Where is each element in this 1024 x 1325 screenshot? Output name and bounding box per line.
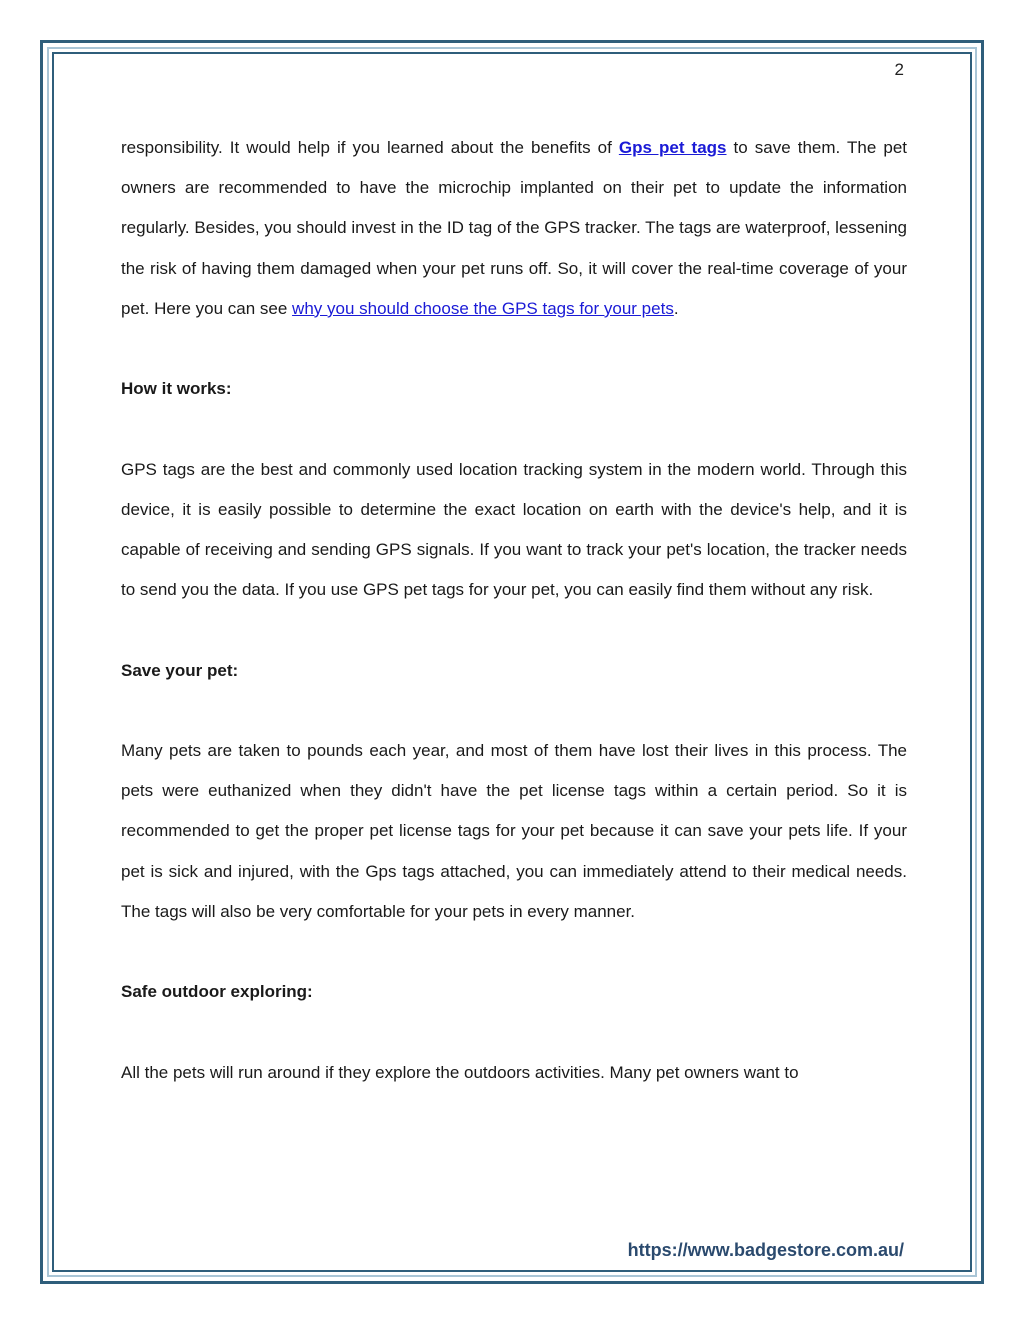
- section-body-how-it-works: GPS tags are the best and commonly used location tracking system in the modern world. Through this device, it is easily possible to determine the exact location on earth with the device's help, and it is capable of receiving and sending GPS signals. If you want to track your pet's location, the tracker needs to send you the data. If you use GPS pet tags for your pet, you can easily find them without any risk.: [121, 459, 907, 600]
- intro-text-2: to save them. The pet owners are recommended to have the microchip implanted on their pet to update the information regularly. Besides, you should invest in the ID tag of the GPS tracker. The tags are waterproof, lessening the risk of having them damaged when your pet runs off. So, it will cover the real-time coverage of your pet. Here you can see: [121, 138, 908, 318]
- page-number: 2: [894, 60, 904, 79]
- document-body: [121, 128, 907, 1093]
- footer-website-link[interactable]: https://www.badgestore.com.au/: [627, 1240, 904, 1260]
- section-body-save-your-pet: Many pets are taken to pounds each year, and most of them have lost their lives in this process. The pets were euthanized when they didn't have the pet license tags within a certain period. So it is recommended to get the proper pet license tags for your pet because it can save your pets life. If your pet is sick and injured, with the Gps tags attached, you can immediately attend to their medical needs. The tags will also be very comfortable for your pets in every manner.: [121, 740, 907, 921]
- spacer: [121, 409, 907, 449]
- why-choose-gps-tags-link[interactable]: why you should choose the GPS tags for your pets: [292, 298, 674, 318]
- paragraph-intro: [121, 128, 907, 329]
- intro-text-1: responsibility. It would help if you learned about the benefits of: [121, 138, 619, 157]
- spacer: [121, 329, 907, 369]
- gps-pet-tags-link[interactable]: Gps pet tags: [618, 138, 727, 157]
- section-heading-how-it-works: How it works:: [121, 379, 232, 399]
- section-body-safe-outdoor: All the pets will run around if they explore the outdoors activities. Many pet owners want to: [121, 1062, 799, 1082]
- spacer: [121, 932, 907, 972]
- section-heading-save-your-pet: Save your pet:: [121, 660, 239, 680]
- section-heading-safe-outdoor: Safe outdoor exploring:: [121, 982, 313, 1002]
- spacer: [121, 610, 907, 650]
- intro-text-3: .: [673, 298, 679, 318]
- spacer: [121, 691, 907, 731]
- spacer: [121, 1012, 907, 1052]
